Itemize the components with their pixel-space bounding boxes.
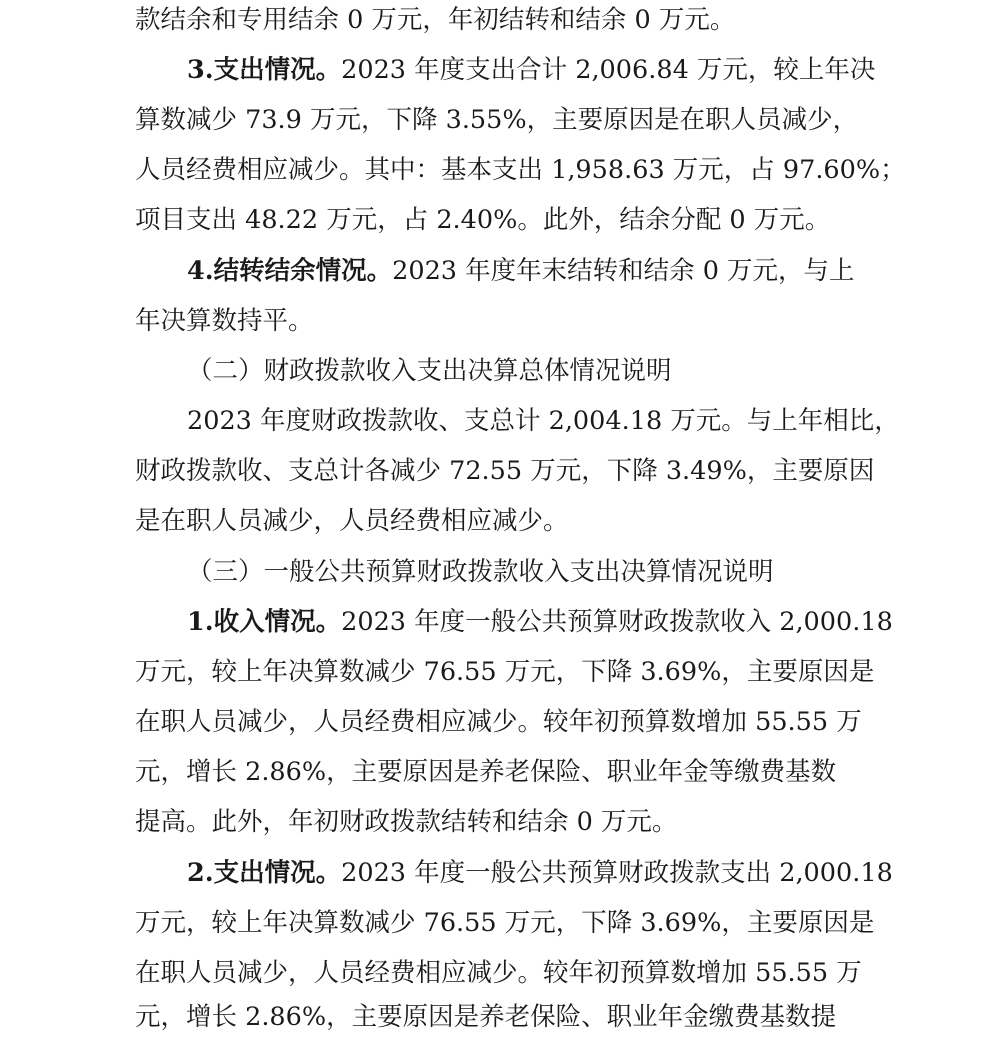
paragraph-line [0, 246, 1000, 297]
paragraph-line [0, 296, 1000, 347]
line-text: 在职人员减少，人员经费相应减少。较年初预算数增加 55.55 万 [135, 958, 862, 988]
section-heading-expenditure: 2.支出情况。 [187, 858, 342, 888]
line-text: 是在职人员减少，人员经费相应减少。 [135, 506, 569, 536]
line-text: 提高。此外，年初财政拨款结转和结余 0 万元。 [135, 807, 678, 837]
line-text: 年决算数持平。 [135, 306, 314, 336]
paragraph-line [0, 697, 1000, 748]
paragraph-line [0, 747, 1000, 798]
line-text: 算数减少 73.9 万元，下降 3.55%，主要原因是在职人员减少， [135, 105, 859, 135]
line-text: 2023 年度年末结转和结余 0 万元，与上 [392, 256, 855, 286]
line-text: 2023 年度一般公共预算财政拨款支出 2,000.18 [341, 858, 893, 888]
line-text: 财政拨款收、支总计各减少 72.55 万元，下降 3.49%，主要原因 [135, 456, 875, 486]
line-text: 项目支出 48.22 万元，占 2.40%。此外，结余分配 0 万元。 [135, 205, 831, 235]
paragraph-line [0, 346, 1000, 397]
paragraph-line [0, 195, 1000, 246]
paragraph-line [0, 45, 1000, 96]
paragraph-line [0, 647, 1000, 698]
paragraph-line [0, 547, 1000, 598]
line-text: 人员经费相应减少。其中：基本支出 1,958.63 万元，占 97.60%； [135, 155, 906, 185]
line-text: 元，增长 2.86%，主要原因是养老保险、职业年金缴费基数提 [135, 1002, 837, 1032]
paragraph-line [0, 898, 1000, 949]
paragraph-line [0, 597, 1000, 648]
line-text: 元，增长 2.86%，主要原因是养老保险、职业年金等缴费基数 [135, 757, 837, 787]
line-text: 2023 年度财政拨款收、支总计 2,004.18 万元。与上年相比， [187, 406, 900, 436]
paragraph-line [0, 496, 1000, 547]
paragraph-line [0, 396, 1000, 447]
paragraph-line [0, 848, 1000, 899]
section-heading-income: 1.收入情况。 [187, 607, 342, 637]
paragraph-line [0, 145, 1000, 196]
line-text: 款结余和专用结余 0 万元，年初结转和结余 0 万元。 [135, 5, 736, 35]
paragraph-line [0, 446, 1000, 497]
subsection-title: （三）一般公共预算财政拨款收入支出决算情况说明 [187, 557, 774, 587]
paragraph-line [0, 797, 1000, 848]
line-text: 2023 年度支出合计 2,006.84 万元，较上年决 [341, 55, 876, 85]
line-text: 在职人员减少，人员经费相应减少。较年初预算数增加 55.55 万 [135, 707, 862, 737]
line-text: 万元，较上年决算数减少 76.55 万元，下降 3.69%，主要原因是 [135, 657, 875, 687]
paragraph-line [0, 992, 1000, 1043]
subsection-title: （二）财政拨款收入支出决算总体情况说明 [187, 356, 672, 386]
section-heading-balance: 4.结转结余情况。 [187, 256, 393, 286]
paragraph-line [0, 0, 1000, 46]
line-text: 2023 年度一般公共预算财政拨款收入 2,000.18 [341, 607, 893, 637]
line-text: 万元，较上年决算数减少 76.55 万元，下降 3.69%，主要原因是 [135, 908, 875, 938]
paragraph-line [0, 95, 1000, 146]
section-heading-expenditure: 3.支出情况。 [187, 55, 342, 85]
